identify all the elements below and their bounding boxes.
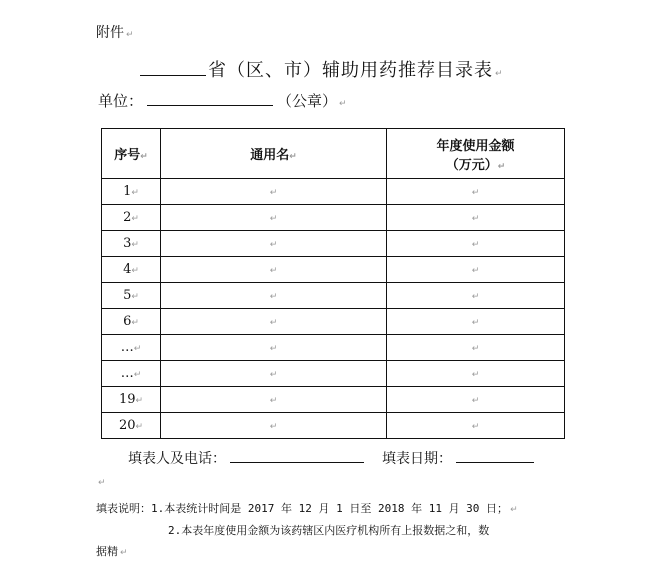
fill-person-blank [230,450,364,463]
table-row [102,335,565,361]
catalog-table [101,128,565,439]
amount-cell: ↵ [387,309,565,335]
province-blank [140,61,206,76]
attachment-text: 附件 [96,25,124,41]
amount-cell: ↵ [387,205,565,231]
row-number: 3↵ [102,231,161,257]
row-number: 4↵ [102,257,161,283]
amount-cell: ↵ [387,257,565,283]
row-number: 19↵ [102,387,161,413]
amount-cell: ↵ [387,335,565,361]
note-line-3: 据精 ↵ [96,545,128,558]
table-row [102,387,565,413]
name-cell: ↵ [161,179,387,205]
note-line-2: 2.本表年度使用金额为该药辖区内医疗机构所有上报数据之和，数 [168,524,490,537]
table-row [102,179,565,205]
title-text: 省（区、市）辅助用药推荐目录表 [208,60,493,81]
name-cell: ↵ [161,335,387,361]
paragraph-mark-icon: ↵ [495,69,504,79]
table-header-row [102,129,565,179]
row-number: 1↵ [102,179,161,205]
name-cell: ↵ [161,231,387,257]
fill-date-label: 填表日期： [382,451,452,467]
unit-blank [147,91,273,106]
name-cell: ↵ [161,205,387,231]
paragraph-mark-icon: ↵ [98,478,106,488]
amount-cell: ↵ [387,283,565,309]
name-cell: ↵ [161,257,387,283]
table-row [102,257,565,283]
fill-date-blank [456,450,534,463]
name-cell: ↵ [161,309,387,335]
table-row [102,205,565,231]
name-cell: ↵ [161,361,387,387]
name-cell: ↵ [161,283,387,309]
amount-cell: ↵ [387,231,565,257]
table-row [102,309,565,335]
header-no: 序号↵ [102,129,161,179]
fill-person-label: 填表人及电话： [128,451,226,467]
name-cell: ↵ [161,413,387,439]
paragraph-mark-icon: ↵ [126,30,134,40]
header-name: 通用名↵ [161,129,387,179]
seal-label: （公章） [277,92,338,110]
note-line-1: 填表说明：1.本表统计时间是 2017 年 12 月 1 日至 2018 年 11 月 30 日； ↵ [96,502,518,515]
amount-cell: ↵ [387,387,565,413]
paragraph-mark-icon: ↵ [339,99,347,109]
row-number: 6↵ [102,309,161,335]
row-number: …↵ [102,361,161,387]
amount-cell: ↵ [387,413,565,439]
table-row [102,283,565,309]
attachment-label [96,22,134,42]
amount-cell: ↵ [387,361,565,387]
unit-line [98,90,347,111]
row-number: …↵ [102,335,161,361]
table-row [102,231,565,257]
row-number: 2↵ [102,205,161,231]
header-amount: 年度使用金额 （万元）↵ [387,129,565,179]
row-number: 20↵ [102,413,161,439]
table-row [102,361,565,387]
fill-info-line [128,448,534,468]
unit-label: 单位： [98,92,144,110]
row-number: 5↵ [102,283,161,309]
table-row [102,413,565,439]
document-title [140,56,504,82]
amount-cell: ↵ [387,179,565,205]
name-cell: ↵ [161,387,387,413]
